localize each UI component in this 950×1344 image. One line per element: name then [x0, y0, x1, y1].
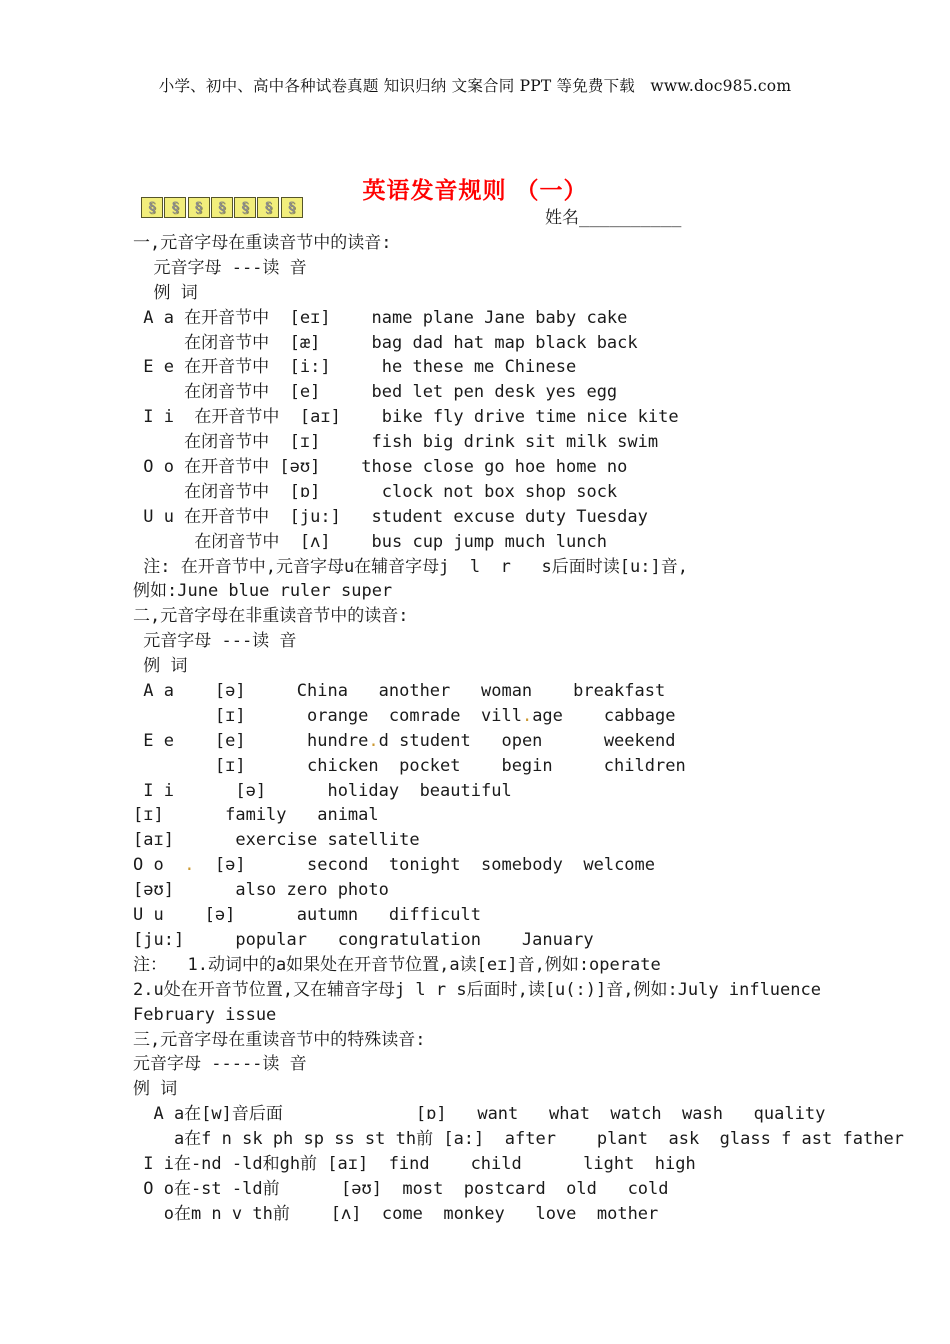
scroll-icon: §	[281, 197, 303, 218]
text-line: February issue	[133, 1004, 277, 1025]
name-blank-label: 姓名__________	[545, 208, 682, 228]
text-line: A a [ə] China another woman breakfast	[133, 681, 666, 702]
text-line: E e [e] hundre.d student open weekend	[133, 730, 676, 751]
text-line: 一,元音字母在重读音节中的读音:	[133, 233, 392, 253]
page-title: 英语发音规则 （一）	[362, 178, 588, 204]
text-line: [ɪ] chicken pocket begin children	[133, 755, 686, 776]
text-line: [aɪ] exercise satellite	[133, 830, 420, 851]
text-line: A a 在开音节中 [eɪ] name plane Jane baby cake	[133, 307, 628, 328]
text-line: E e 在开音节中 [i:] he these me Chinese	[133, 357, 577, 378]
text-line: a在f n sk ph sp ss st th前 [a:] after plant ask glass f ast father	[133, 1129, 904, 1150]
annotation-dot: .	[521, 705, 533, 726]
decor-icon-strip	[141, 197, 304, 218]
scroll-icon: §	[141, 197, 163, 218]
text-line: 在闭音节中 [ɪ] fish big drink sit milk swim	[133, 432, 659, 453]
text-line: 在闭音节中 [æ] bag dad hat map black back	[133, 332, 638, 353]
annotation-dot: .	[368, 730, 379, 751]
text-line: I i [ə] holiday beautiful	[133, 780, 512, 801]
text-line: 二,元音字母在非重读音节中的读音:	[133, 606, 409, 627]
text-line: [ɪ] orange comrade vill.age cabbage	[133, 705, 676, 726]
text-line: U u [ə] autumn difficult	[133, 905, 481, 926]
text-line: o在m n v th前 [ʌ] come monkey love mother	[133, 1203, 659, 1224]
scroll-icon: §	[188, 197, 210, 218]
annotation-dot: .	[184, 855, 195, 876]
text-line: 注: 在开音节中,元音字母u在辅音字母j l r s后面时读[u:]音,	[133, 556, 688, 577]
scroll-icon: §	[164, 197, 186, 218]
text-line: 在闭音节中 [ʌ] bus cup jump much lunch	[133, 531, 607, 552]
scroll-icon: §	[257, 197, 279, 218]
document-body	[133, 231, 904, 1227]
scroll-icon: §	[211, 197, 233, 218]
text-line: I i在-nd -ld和gh前 [aɪ] find child light high	[133, 1153, 696, 1174]
text-line: A a在[w]音后面 [ɒ] want what watch wash quality	[133, 1104, 826, 1125]
text-line: 2.u处在开音节位置,又在辅音字母j l r s后面时,读[u(:)]音,例如:July influence	[133, 979, 821, 1000]
scroll-icon: §	[234, 197, 256, 218]
text-line: O o 在开音节中 [əʊ] those close go hoe home no	[133, 457, 628, 478]
text-line: [ɪ] family animal	[133, 805, 379, 826]
text-line: 例 词	[133, 282, 198, 303]
text-line: O o . [ə] second tonight somebody welcome	[133, 855, 656, 876]
site-header-text: 小学、初中、高中各种试卷真题 知识归纳 文案合同 PPT 等免费下载 www.doc985.com	[158, 77, 792, 95]
text-line: 注： 1.动词中的a如果处在开音节位置,a读[eɪ]音,例如:operate	[133, 954, 661, 975]
text-line: [əʊ] also zero photo	[133, 880, 389, 901]
text-line: 例如:June blue ruler super	[133, 581, 393, 602]
text-line: 元音字母 ---读 音	[133, 257, 307, 278]
text-line: O o在-st -ld前 [əʊ] most postcard old cold	[133, 1178, 669, 1199]
text-line: 元音字母 -----读 音	[133, 1054, 307, 1075]
text-line: 例 词	[133, 656, 188, 677]
text-line: [ju:] popular congratulation January	[133, 929, 594, 950]
text-line: 元音字母 ---读 音	[133, 631, 297, 652]
text-line: 三,元音字母在重读音节中的特殊读音:	[133, 1029, 426, 1050]
text-line: I i 在开音节中 [aɪ] bike fly drive time nice kite	[133, 407, 679, 428]
text-line: 在闭音节中 [e] bed let pen desk yes egg	[133, 382, 618, 403]
text-line: 例 词	[133, 1079, 178, 1100]
text-line: U u 在开音节中 [ju:] student excuse duty Tuesday	[133, 506, 648, 527]
text-line: 在闭音节中 [ɒ] clock not box shop sock	[133, 481, 618, 502]
